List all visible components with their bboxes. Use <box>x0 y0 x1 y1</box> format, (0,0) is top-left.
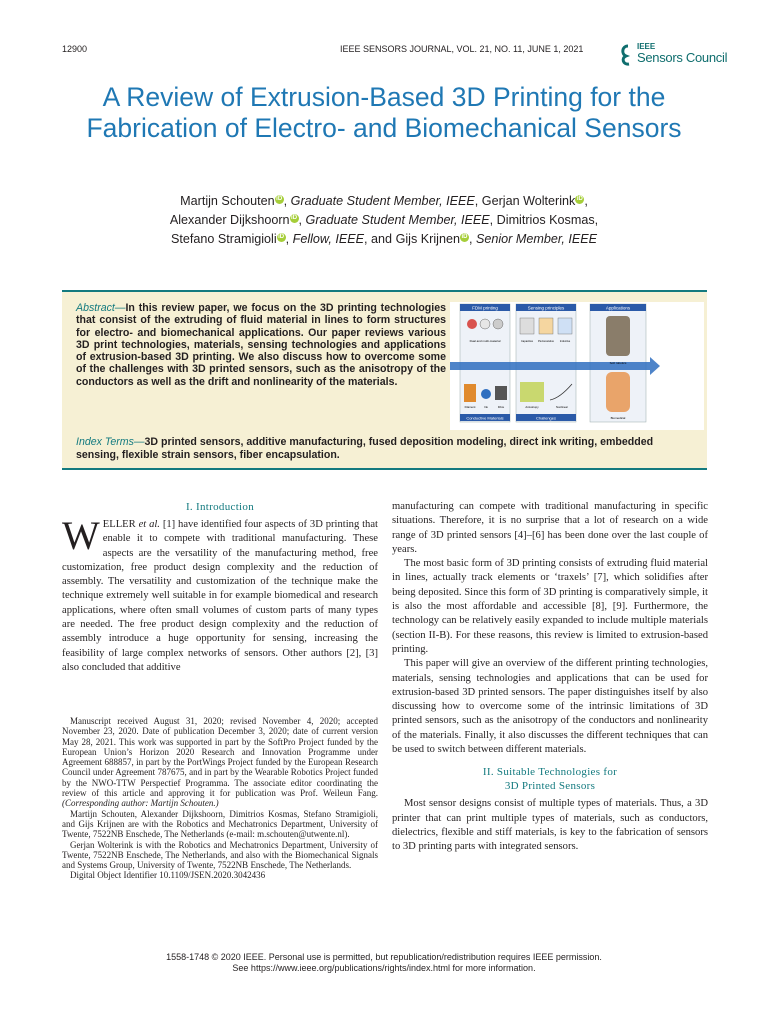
copyright-line-1: 1558-1748 © 2020 IEEE. Personal use is permitted, but republication/redistribution requires IEEE permission. <box>166 952 602 962</box>
abstract <box>76 302 446 388</box>
printer-tool-icon <box>493 319 503 329</box>
section2-heading-line2: 3D Printed Sensors <box>504 780 596 793</box>
printer-nozzle-icon <box>467 319 477 329</box>
index-terms-text: 3D printed sensors, additive manufacturing, fused deposition modeling, direct ink writing, embedded sensing, flexible strain sensors, fiber encapsulation. <box>76 436 654 461</box>
author-name: Gerjan Wolterink <box>481 194 576 208</box>
filament-label: Filament <box>464 405 476 409</box>
footnote-manuscript <box>62 716 378 809</box>
section-heading-introduction: I. Introduction <box>185 501 255 513</box>
author-name: Stefano Stramigioli <box>170 232 277 246</box>
footnote-corresponding-author: (Corresponding author: Martijn Schouten.) <box>62 798 219 809</box>
challenges-label: Challenges <box>535 415 557 421</box>
anisotropy-label: Anisotropy <box>525 405 539 409</box>
section2-heading-line1: II. Suitable Technologies for <box>482 766 618 779</box>
nonlinear-label: Nonlinear <box>556 405 568 409</box>
fibre-label: Fibre <box>497 405 505 409</box>
intro-p1-start: ELLER <box>102 519 139 530</box>
logo-ieee-text: IEEE <box>637 42 656 51</box>
fibre-icon <box>495 386 507 400</box>
footnote-manuscript-text: Manuscript received August 31, 2020; revised November 4, 2020; accepted November 23, 2020. Date of publication December 3, 2020; date of current version May 28, 2021. This work was supported in part by the SoftPro Project funded by the European Union’s Horizon 2020 Research and Innovation Programme under Agreement 688857, in part by the PortWings Project funded by the European Research Council under Agreement 787675, and in part by the Wearable Robotics Project funded by the NWO-TTW Perspectief Programma. The associate editor coordinating the review of this article and approving it for publication was Prof. Weileun Fang. <box>62 716 378 799</box>
author-name: Gijs Krijnen <box>395 232 460 246</box>
author-membership: Senior Member, IEEE <box>475 232 598 246</box>
piezoresistive-label: Piezoresistive <box>537 340 555 343</box>
section2-paragraph-1: Most sensor designs consist of multiple types of materials. Thus, a 3D printer that can print multiple types of materials, such as conductors, dielectrics, flexible and stiff materials, is key to the fabrication of sensors to 3D printing parts with integrated sensors. <box>392 798 708 853</box>
index-terms-lead: Index Terms— <box>76 436 145 448</box>
orcid-icon[interactable]: iD <box>276 195 283 202</box>
capacitive-label: Capacitive <box>520 340 534 343</box>
graphical-abstract <box>450 302 704 430</box>
abstract-lead: Abstract— <box>76 302 126 314</box>
author-membership: Fellow, IEEE <box>292 232 365 246</box>
author-and: and <box>371 232 393 246</box>
author-name: Dimitrios Kosmas <box>496 213 595 227</box>
copyright-line-2: See https://www.ieee.org/publications/rights/index.html for more information. <box>232 963 536 973</box>
right-column <box>392 500 708 855</box>
intro-paragraph-2: The most basic form of 3D printing consists of extruding fluid material in lines, actually track elements or ‘traxels’ [7], which solidifies after being deposited. Since this form of 3D printing is comparatively simple, it is also the most affordable and accessible [8], [9]. Furthermore, the technology can be relatively easily expanded to include multiple materials (section II-B). For these reasons, this review is limited to extrusion-based printing. <box>392 558 708 655</box>
intro-paragraph-1-continued: manufacturing can compete with traditional manufacturing in specific situations. Therefore, it is no surprise that a lot of research on a wide range of 3D printed sensors [4]–[6] has been done over the last couple of years. <box>392 501 708 555</box>
intro-paragraph-3: This paper will give an overview of the different printing technologies, materials, sensing technologies and applications that can be used for extrusion-based 3D printed sensors. The paper distinguishes itself by also discussing how to overcome some of the intrinsic limitations of 3D printed sensors, such as the anisotropy of the conductors and nonlinearity of the materials. Finally, it also discusses the different techniques that can be used to switch between different materials. <box>392 658 708 756</box>
ink-label: Ink <box>484 405 488 409</box>
multi-material-label: Dual and multi-material <box>469 339 501 343</box>
left-column <box>62 500 378 675</box>
soft-robotics-label: Soft robotics <box>609 361 627 365</box>
author-membership: Graduate Student Member, IEEE <box>305 213 490 227</box>
footnote-doi: Digital Object Identifier 10.1109/JSEN.2020.3042436 <box>70 870 266 881</box>
biomedical-image <box>606 372 630 412</box>
filament-icon <box>464 384 476 402</box>
abstract-box <box>62 290 707 470</box>
fdm-label: FDM printing <box>472 305 498 311</box>
author-membership: Graduate Student Member, IEEE <box>290 194 475 208</box>
orcid-icon[interactable]: iD <box>278 233 285 240</box>
footnote-affiliation-1: Martijn Schouten, Alexander Dijkshoorn, Dimitrios Kosmas, Stefano Stramigioli, and Gijs Krijnen are with the Robotics and Mechatronics Department, University of Twente, 7522NB Enschede, The Netherlands (e-mail: m.schouten@utwente.nl). <box>62 808 378 840</box>
page-number: 12900 <box>62 44 88 54</box>
intro-p1-rest: [1] have identified four aspects of 3D printing that enable it to compete with traditional manufacturing. These aspects are the versatility of the manufacturing method, free customization, free product design complexity and the reduction of assembly. The versatility and customization of the technique make the technique extremely well suitable in for example biomedical and research applications, where often small volumes of custom parts of many types are needed. The free product design complexity and the reduction of assembly introduce a huge opportunity for sensing, increasing the feasibility of large complex networks of sensors. Other authors [2], [3] also concluded that additive <box>62 519 378 673</box>
drop-cap: W <box>62 513 100 558</box>
inductive-icon <box>558 318 572 334</box>
soft-robotics-image <box>606 316 630 356</box>
section-heading-technologies <box>392 765 708 793</box>
intro-paragraph-1 <box>62 513 378 675</box>
index-terms <box>76 436 696 462</box>
journal-header: IEEE SENSORS JOURNAL, VOL. 21, NO. 11, JUNE 1, 2021 <box>340 44 584 54</box>
applications-label: Applications <box>605 305 631 311</box>
ieee-sensors-council-logo <box>620 42 728 68</box>
author-list: Martijn Schouten iD , Graduate Student Member, IEEE, Gerjan Wolterink iD , Alexander Dijkshoorn iD , Graduate Student Member, IEEE, Dimitrios Kosmas, Stefano Stramigioli iD , Fellow, IEEE, and Gijs Krijnen iD , Senior Member, IEEE <box>169 194 599 246</box>
inductive-label: Inductive <box>559 340 571 343</box>
paper-title: A Review of Extrusion-Based 3D Printing for the Fabrication of Electro- and Biomechanical Sensors <box>86 82 682 143</box>
biomedical-label: Biomedical <box>610 416 626 420</box>
printer-head-icon <box>480 319 490 329</box>
abstract-text: In this review paper, we focus on the 3D printing technologies that consist of the extruding of fluid material in lines to form structures for electro- and biomechanical applications. Our paper reviews various 3D print technologies, materials, sensing technologies and applications of extrusion-based 3D printing. We also discuss how to overcome some of the challenges with 3D printed sensors, such as the anisotropy of the conductors as well as the drift and nonlinearity of the materials. <box>76 302 446 388</box>
intro-p1-etal: et al. <box>138 519 160 530</box>
footnote <box>62 716 378 881</box>
capacitive-icon <box>520 318 534 334</box>
orcid-icon[interactable]: iD <box>576 195 583 202</box>
copyright-notice <box>100 952 668 974</box>
logo-council-text: Sensors Council <box>637 50 728 65</box>
orcid-icon[interactable]: iD <box>291 214 298 221</box>
conductive-label: Conductive Materials <box>466 415 504 421</box>
sensors-council-logo-icon <box>620 44 636 66</box>
abstract-bottom-rule <box>62 468 707 470</box>
sensing-label: Sensing principles <box>527 305 565 311</box>
author-name: Alexander Dijkshoorn <box>169 213 290 227</box>
ink-icon <box>481 389 491 399</box>
anisotropy-plot <box>520 382 544 402</box>
author-name: Martijn Schouten <box>180 194 275 208</box>
orcid-icon[interactable]: iD <box>461 233 468 240</box>
footnote-affiliation-2: Gerjan Wolterink is with the Robotics and Mechatronics Department, University of Twente, 7522NB Enschede, The Netherlands, and also with the Biomechanical Signals and Systems Group, University of Twente, 7522NB Enschede, The Netherlands. <box>62 839 378 871</box>
piezoresistive-icon <box>539 318 553 334</box>
